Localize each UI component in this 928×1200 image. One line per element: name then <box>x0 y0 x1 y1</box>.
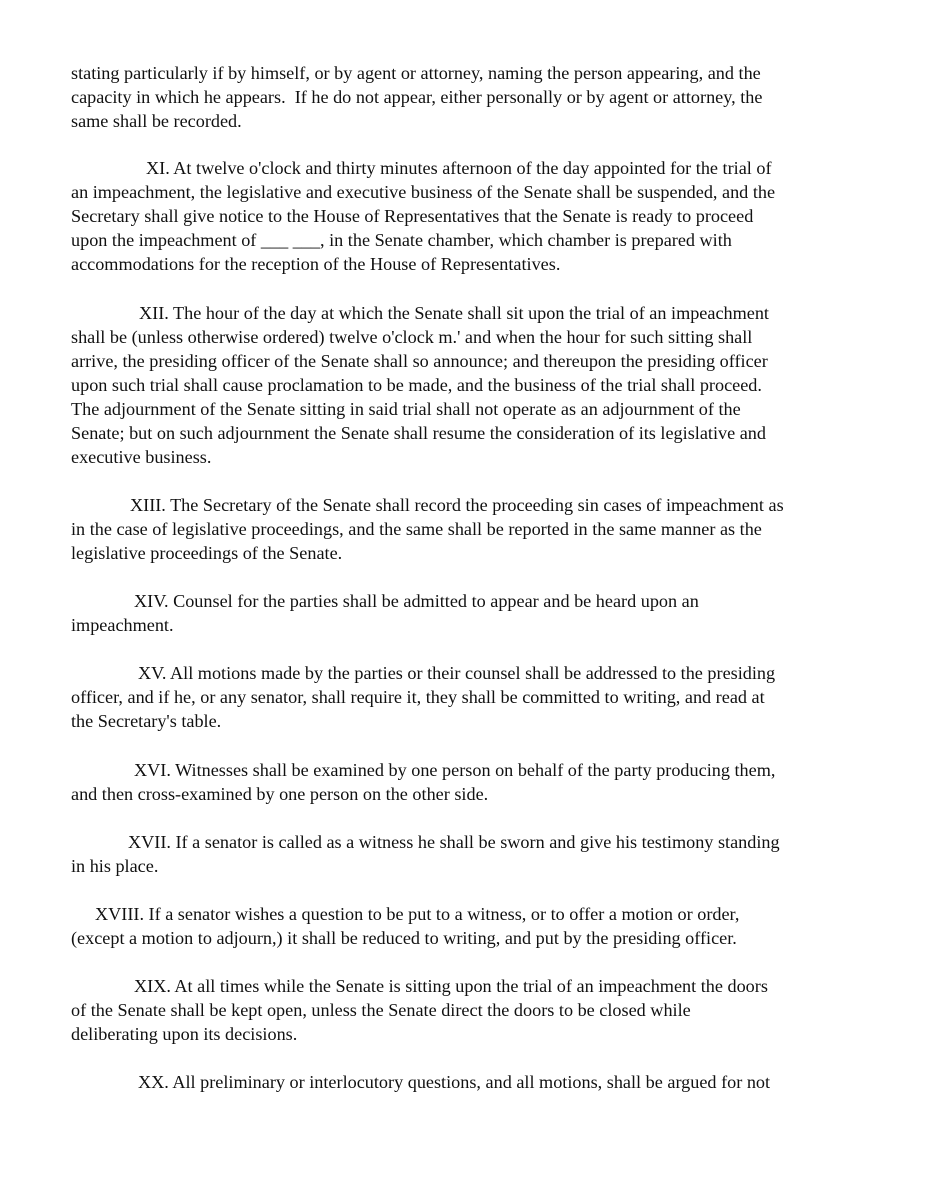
text-line: executive business. <box>71 447 212 467</box>
rule-xii-first-line: XII. The hour of the day at which the Senate shall sit upon the trial of an impeachment <box>139 303 769 323</box>
text-line: the Secretary's table. <box>71 711 222 731</box>
text-line: of the Senate shall be kept open, unless the Senate direct the doors to be closed while <box>71 1000 691 1020</box>
text-line: in the case of legislative proceedings, and the same shall be reported in the same manner as the <box>71 519 762 539</box>
rule-xvi-first-line: XVI. Witnesses shall be examined by one person on behalf of the party producing them, <box>134 760 776 780</box>
rule-xiii-first-line: XIII. The Secretary of the Senate shall record the proceeding sin cases of impeachment as <box>130 495 784 515</box>
rule-xv-first-line: XV. All motions made by the parties or their counsel shall be addressed to the presiding <box>138 663 776 683</box>
text-line: (except a motion to adjourn,) it shall be reduced to writing, and put by the presiding officer. <box>71 928 737 948</box>
rule-xix-first-line: XIX. At all times while the Senate is sitting upon the trial of an impeachment the doors <box>134 976 768 996</box>
rule-xiv-first-line: XIV. Counsel for the parties shall be admitted to appear and be heard upon an <box>134 591 699 611</box>
text-line: in his place. <box>71 856 159 876</box>
rule-xvii-first-line: XVII. If a senator is called as a witness he shall be sworn and give his testimony standing <box>128 832 780 852</box>
text-line: officer, and if he, or any senator, shall require it, they shall be committed to writing, and read at <box>71 687 765 707</box>
text-line: an impeachment, the legislative and executive business of the Senate shall be suspended, and the <box>71 182 776 202</box>
text-line: Secretary shall give notice to the House of Representatives that the Senate is ready to proceed <box>71 206 754 226</box>
text-line: upon such trial shall cause proclamation to be made, and the business of the trial shall proceed. <box>71 375 762 395</box>
text-line: and then cross-examined by one person on the other side. <box>71 784 489 804</box>
text-line: arrive, the presiding officer of the Senate shall so announce; and thereupon the presiding officer <box>71 351 768 371</box>
text-line: legislative proceedings of the Senate. <box>71 543 343 563</box>
text-line: upon the impeachment of ___ ___, in the Senate chamber, which chamber is prepared with <box>71 230 732 250</box>
rule-xx-first-line: XX. All preliminary or interlocutory questions, and all motions, shall be argued for not <box>138 1072 771 1092</box>
text-line: Senate; but on such adjournment the Senate shall resume the consideration of its legislative and <box>71 423 766 443</box>
text-line: accommodations for the reception of the House of Representatives. <box>71 254 561 274</box>
rule-xi-first-line: XI. At twelve o'clock and thirty minutes afternoon of the day appointed for the trial of <box>146 158 772 178</box>
text-line: stating particularly if by himself, or by agent or attorney, naming the person appearing, and the <box>71 63 761 83</box>
text-line: The adjournment of the Senate sitting in said trial shall not operate as an adjournment of the <box>71 399 741 419</box>
rule-xviii-first-line: XVIII. If a senator wishes a question to be put to a witness, or to offer a motion or order, <box>95 904 740 924</box>
text-line: shall be (unless otherwise ordered) twelve o'clock m.' and when the hour for such sitting shall <box>71 327 753 347</box>
text-line: same shall be recorded. <box>71 111 242 131</box>
text-line: capacity in which he appears. If he do not appear, either personally or by agent or attorney, the <box>71 87 763 107</box>
text-line: deliberating upon its decisions. <box>71 1024 298 1044</box>
text-line: impeachment. <box>71 615 174 635</box>
